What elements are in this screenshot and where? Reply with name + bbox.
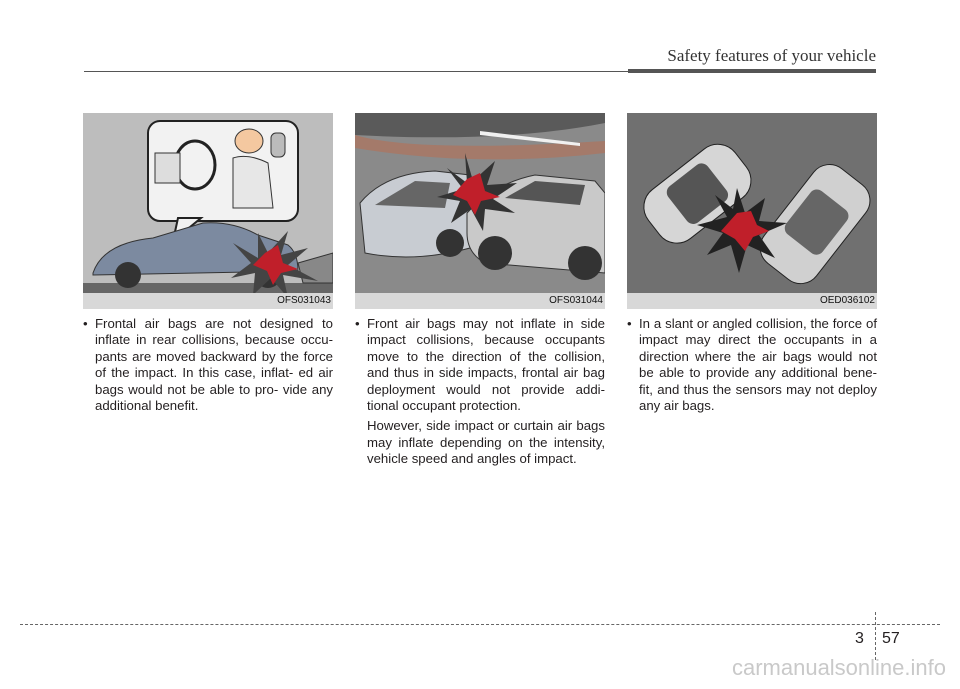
figure-code: OFS031044 [355,293,605,309]
bullet-marker: • [355,316,360,331]
header-rule-accent [628,69,876,73]
watermark: carmanualsonline.info [731,655,946,680]
bullet-text: In a slant or angled collision, the force of impact may direct the occupants in a direction where the air bags would not be able to provide any additional bene- fit, and thus the sensors may not deploy any air bags. [639,316,877,414]
header-title: Safety features of your vehicle [667,46,876,65]
text-column-2 [355,316,605,468]
bullet-text: Frontal air bags are not designed to inflate in rear collisions, because occu- pants are moved backward by the force of the impact. In this case, inflat- ed air bags would not be able to pro- vide any additional benefit. [95,316,333,414]
page-number: 57 [882,630,900,647]
bullet-item [83,316,333,414]
footer-divider [875,612,876,660]
chapter-number: 3 [855,630,864,647]
paragraph: However, side impact or curtain air bags may inflate depending on the intensity, vehicle speed and angles of impact. [367,418,605,467]
figure-side-collision [355,113,605,309]
figure-rear-collision [83,113,333,309]
text-column-3 [627,316,877,414]
bullet-item [355,316,605,414]
bullet-item [627,316,877,414]
text-column-1 [83,316,333,414]
figure-angled-collision [627,113,877,309]
bullet-marker: • [627,316,632,331]
footer-rule [20,624,940,625]
bullet-marker: • [83,316,88,331]
figure-code: OED036102 [627,293,877,309]
figure-code: OFS031043 [83,293,333,309]
bullet-text: Front air bags may not inflate in side impact collisions, because occupants move to the direction of the collision, and thus in side impacts, frontal air bag deployment would not provide addi- tional occupant protection. [367,316,605,414]
